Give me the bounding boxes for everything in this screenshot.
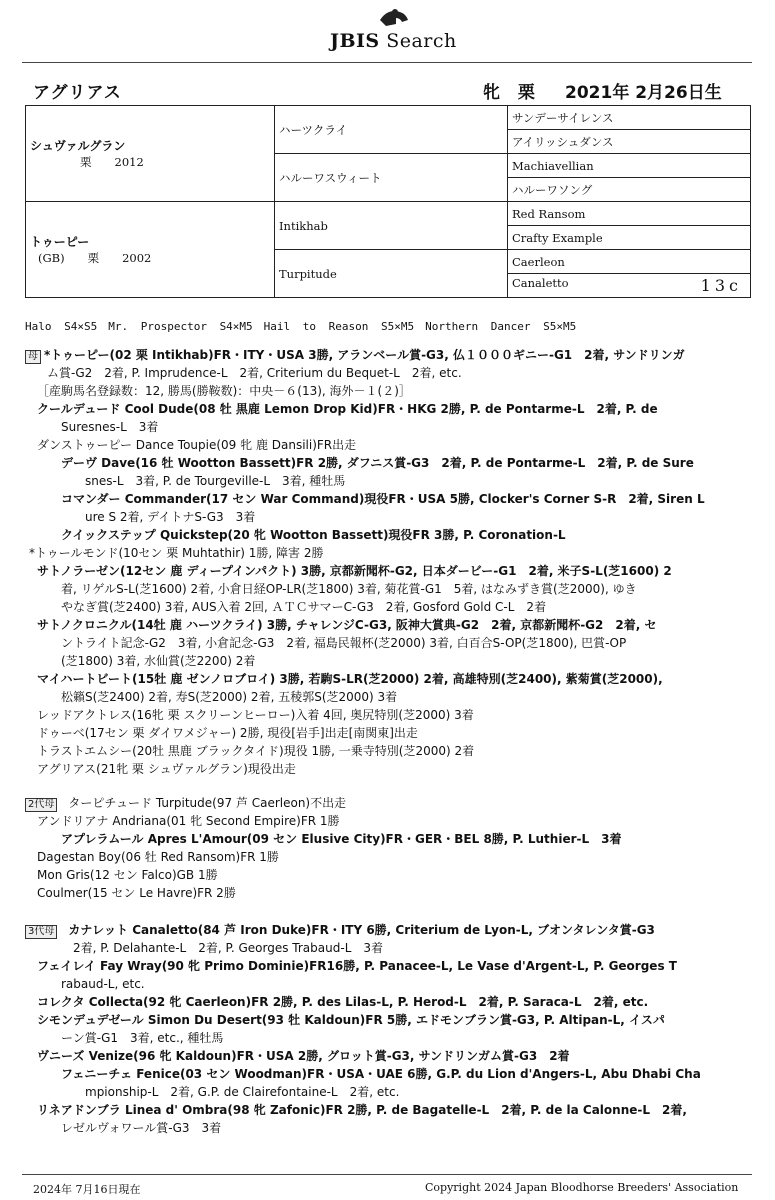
list-item[interactable]: Coulmer(15 セン Le Havre)FR 2勝 (37, 886, 236, 900)
list-item[interactable]: Dagestan Boy(06 牡 Red Ransom)FR 1勝 (37, 850, 279, 864)
list-item: 着, リゲルS-L(芝1600) 2着, 小倉日経OP-LR(芝1800) 3着, 菊花賞-G1 5着, はなみずき賞(芝2000), ゆき (61, 582, 637, 596)
list-item: ーン賞-G1 3着, etc., 種牡馬 (61, 1031, 224, 1045)
pedigree-dam-dam[interactable]: Turpitude (275, 250, 508, 298)
pedigree-dam[interactable]: トゥーピー (GB) 栗 2002 (26, 202, 275, 298)
pedigree-ds-dam[interactable]: Crafty Example (508, 226, 751, 250)
pedigree-ss-sire[interactable]: サンデーサイレンス (508, 106, 751, 130)
pedigree-sd-sire[interactable]: Machiavellian (508, 154, 751, 178)
pedigree-dd-dam[interactable]: Canaletto 13c (508, 274, 751, 298)
list-item[interactable]: フェイレイ Fay Wray(90 牝 Primo Dominie)FR16勝, P. Panacee-L, Le Vase d'Argent-L, P. Georges T (37, 959, 677, 973)
list-item[interactable]: コレクタ Collecta(92 牝 Caerleon)FR 2勝, P. des Lilas-L, P. Herod-L 2着, P. Saraca-L 2着, etc. (37, 995, 649, 1009)
list-item: Suresnes-L 3着 (61, 420, 159, 434)
list-item[interactable]: ダンストゥーピー Dance Toupie(09 牝 鹿 Dansili)FR出走 (37, 438, 357, 452)
list-item[interactable]: トラストエムシー(20牡 黒鹿 ブラックタイド)現役 1勝, 一乗寺特別(芝2000) 2着 (37, 744, 475, 758)
pedigree-sd-dam[interactable]: ハルーワソング (508, 178, 751, 202)
list-item[interactable]: シモンデュデゼール Simon Du Desert(93 牡 Kaldoun)FR 5勝, エドモンブラン賞-G3, P. Altipan-L, イスパ (37, 1013, 665, 1027)
pedigree-table (25, 105, 751, 298)
family-number: 13c (700, 276, 742, 295)
list-item: mpionship-L 2着, G.P. de Clairefontaine-L 2着, etc. (85, 1085, 400, 1099)
list-item[interactable]: アンドリアナ Andriana(01 牝 Second Empire)FR 1勝 (37, 814, 340, 828)
third-dam-section (25, 921, 745, 1137)
list-item[interactable]: ヴニーズ Venize(96 牝 Kaldoun)FR・USA 2勝, グロット賞-G3, サンドリンガム賞-G3 2着 (37, 1049, 570, 1063)
horse-birth-date: 2021年 2月26日生 (565, 83, 722, 103)
logo[interactable]: JBIS Search (330, 30, 457, 52)
list-item[interactable]: クイックステップ Quickstep(20 牝 Wootton Bassett)現役FR 3勝, P. Coronation-L (61, 528, 566, 542)
list-item: 2着, P. Delahante-L 2着, P. Georges Trabaud-L 3着 (73, 941, 384, 955)
list-item[interactable]: クールデュード Cool Dude(08 牡 黒鹿 Lemon Drop Kid)FR・HKG 2勝, P. de Pontarme-L 2着, P. de (37, 402, 658, 416)
list-item[interactable]: サトノクロニクル(14牡 鹿 ハーツクライ) 3勝, チャレンジC-G3, 阪神大賞典-G2 2着, 京都新聞杯-G2 2着, セ (37, 618, 657, 632)
list-item[interactable]: サトノラーゼン(12セン 鹿 ディープインパクト) 3勝, 京都新聞杯-G2, 日本ダービー-G1 2着, 米子S-L(芝1600) 2 (37, 564, 672, 578)
horse-name: アグリアス (33, 83, 122, 103)
horse-sex-color: 牝 栗 (483, 83, 541, 103)
pedigree-sire-dam[interactable]: ハルーワスウィート (275, 154, 508, 202)
pedigree-ss-dam[interactable]: アイリッシュダンス (508, 130, 751, 154)
list-item: やなぎ賞(芝2400) 3着, AUS入着 2回, ＡＴＣサマーC-G3 2着, Gosford Gold C-L 2着 (61, 600, 547, 614)
list-item[interactable]: デーヴ Dave(16 牡 Wootton Bassett)FR 2勝, ダフニス賞-G3 2着, P. de Pontarme-L 2着, P. de Sure (61, 456, 694, 470)
list-item[interactable]: ドゥーベ(17セン 栗 ダイワメジャー) 2勝, 現役[岩手]出走[南関東]出走 (37, 726, 418, 740)
dam-section (25, 346, 745, 778)
list-item: snes-L 3着, P. de Tourgeville-L 3着, 種牡馬 (85, 474, 346, 488)
list-item: ントライト記念-G2 3着, 小倉記念-G3 2着, 福島民報杯(芝2000) 3着, 白百合S-OP(芝1800), 巴賞-OP (61, 636, 627, 650)
list-item[interactable]: *トゥールモンド(10セン 栗 Muhtathir) 1勝, 障害 2勝 (29, 546, 324, 560)
list-item: ［産駒馬名登録数：12, 勝馬(勝鞍数)：中央－６(13), 海外－１(２)］ (37, 384, 411, 398)
pedigree-ds-sire[interactable]: Red Ransom (508, 202, 751, 226)
footer-divider (22, 1174, 752, 1175)
list-item: ム賞-G2 2着, P. Imprudence-L 2着, Criterium du Bequet-L 2着, etc. (47, 366, 462, 380)
list-item: (芝1800) 3着, 水仙賞(芝2200) 2着 (61, 654, 256, 668)
list-item[interactable]: リネアドンブラ Linea d' Ombra(98 牝 Zafonic)FR 2勝, P. de Bagatelle-L 2着, P. de la Calonne-L 2着, (37, 1103, 687, 1117)
list-item[interactable]: Mon Gris(12 セン Falco)GB 1勝 (37, 868, 218, 882)
list-item[interactable]: アプレラムール Apres L'Amour(09 セン Elusive City)FR・GER・BEL 8勝, P. Luthier-L 3着 (61, 832, 622, 846)
pedigree-sire-sire[interactable]: ハーツクライ (275, 106, 508, 154)
list-item: 2代母 ターピチュード Turpitude(97 芦 Caerleon)不出走 (25, 794, 745, 812)
list-item[interactable]: レッドアクトレス(16牝 栗 スクリーンヒーロー)入着 4回, 奥尻特別(芝2000) 3着 (37, 708, 474, 722)
list-item[interactable]: マイハートビート(15牡 鹿 ゼンノロブロイ) 3勝, 若駒S-LR(芝2000) 2着, 高雄特別(芝2400), 紫菊賞(芝2000), (37, 672, 663, 686)
list-item: 3代母 カナレット Canaletto(84 芦 Iron Duke)FR・ITY 6勝, Criterium de Lyon-L, ブオンタレンタ賞-G3 (25, 921, 745, 939)
list-item[interactable]: フェニーチェ Fenice(03 セン Woodman)FR・USA・UAE 6勝, G.P. du Lion d'Angers-L, Abu Dhabi Cha (61, 1067, 701, 1081)
as-of-date: 2024年 7月16日現在 (33, 1183, 141, 1196)
list-item[interactable]: コマンダー Commander(17 セン War Command)現役FR・USA 5勝, Clocker's Corner S-R 2着, Siren L (61, 492, 705, 506)
second-dam-section (25, 794, 745, 902)
list-item: 松籟S(芝2400) 2着, 寿S(芝2000) 2着, 五稜郭S(芝2000) 3着 (61, 690, 398, 704)
inbreeding-summary: Halo S4×S5 Mr. Prospector S4×M5 Hail to Reason S5×M5 Northern Dancer S5×M5 (25, 320, 577, 333)
list-item: rabaud-L, etc. (61, 977, 145, 991)
header-divider (22, 62, 752, 63)
list-item[interactable]: アグリアス(21牝 栗 シュヴァルグラン)現役出走 (37, 762, 296, 776)
list-item: 母 *トゥーピー(02 栗 Intikhab)FR・ITY・USA 3勝, アランベール賞-G3, 仏１０００ギニー-G1 2着, サンドリンガ (25, 346, 745, 364)
dam-tag: 母 (25, 350, 41, 364)
copyright: Copyright 2024 Japan Bloodhorse Breeders' Association (425, 1181, 739, 1194)
pedigree-dd-sire[interactable]: Caerleon (508, 250, 751, 274)
pedigree-sire[interactable]: シュヴァルグラン 栗 2012 (26, 106, 275, 202)
list-item: レゼルヴォワール賞-G3 3着 (61, 1121, 222, 1135)
pedigree-dam-sire[interactable]: Intikhab (275, 202, 508, 250)
second-dam-tag: 2代母 (25, 798, 57, 812)
list-item: ure S 2着, デイトナS-G3 3着 (85, 510, 256, 524)
third-dam-tag: 3代母 (25, 925, 57, 939)
